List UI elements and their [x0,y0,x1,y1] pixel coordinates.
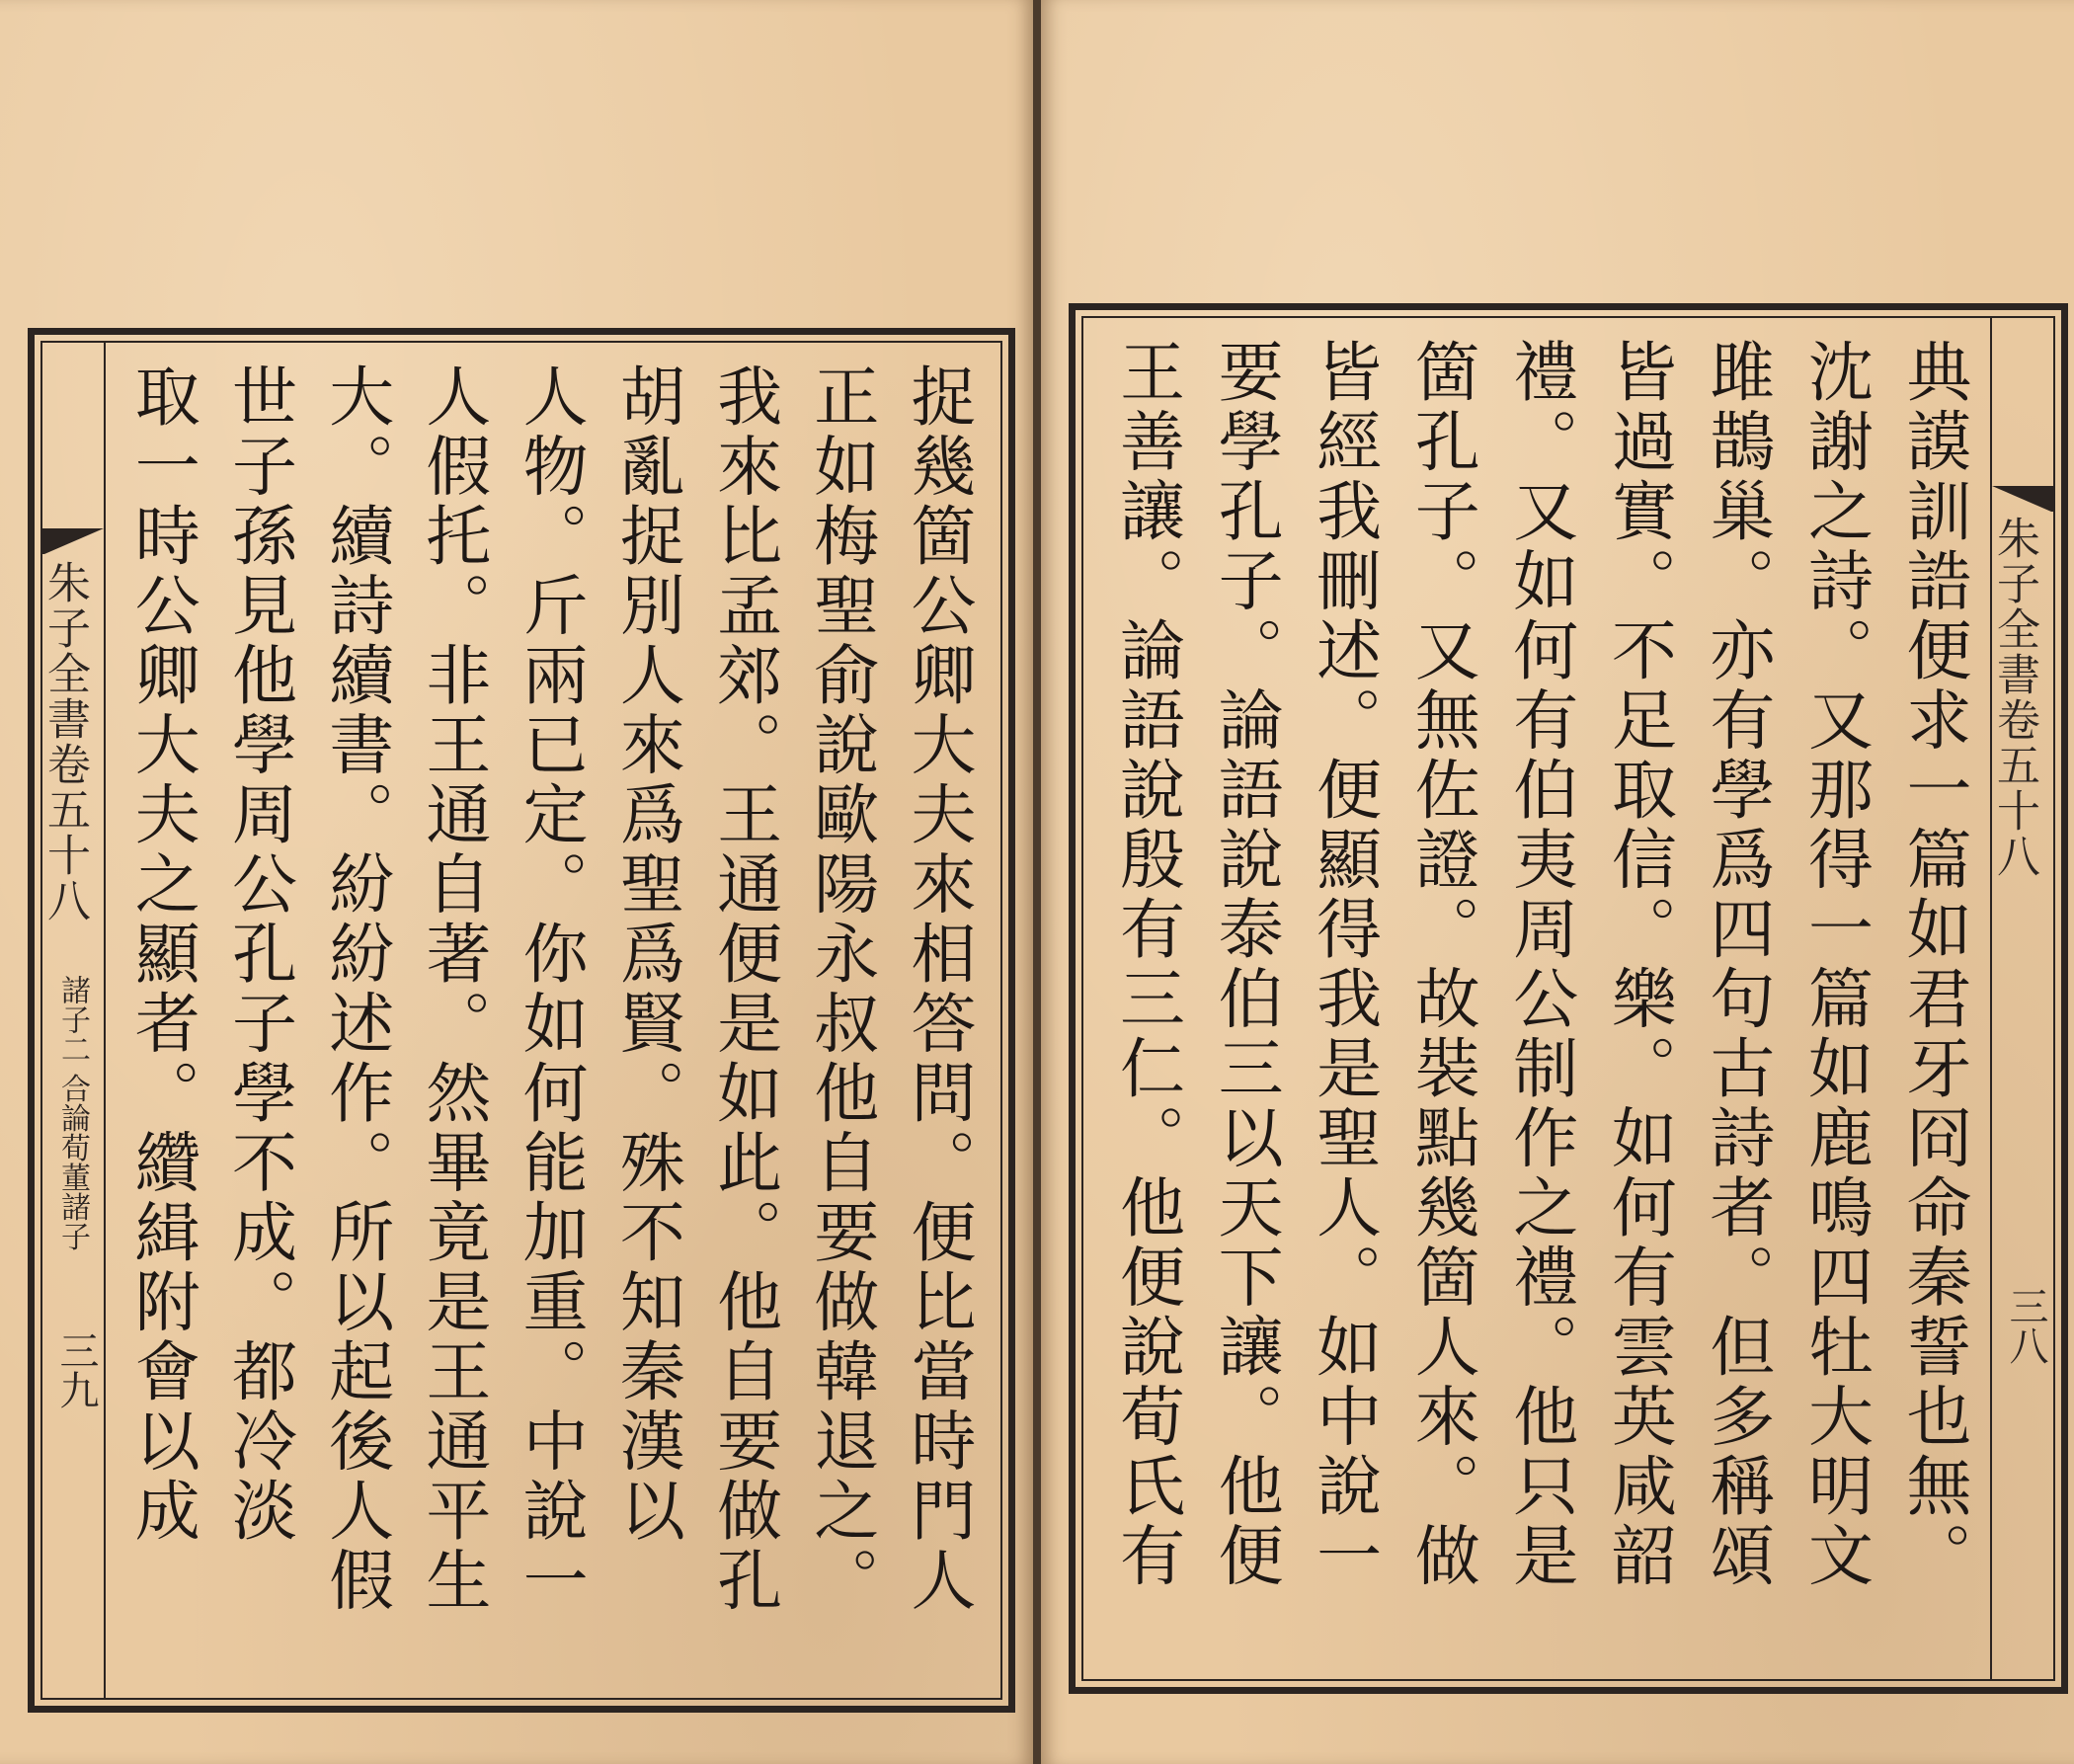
text-column: 要學孔子。論語說泰伯三以天下讓。他便 [1207,338,1284,1591]
banxin-section: 諸子二 合論荀董諸子 [55,975,90,1251]
text-column: 胡亂捉別人來爲聖爲賢。殊不知秦漢以 [608,362,685,1547]
banxin-title: 朱子全書卷五十八 [40,560,90,923]
text-column: 雎鵲巢。亦有學爲四句古詩者。但多稱頌 [1698,338,1775,1591]
right-page-frame [1069,303,2068,1694]
text-column: 王善讓。論語說殷有三仁。他便說荀氏有 [1108,338,1185,1591]
banxin-page-number: 三八 [2003,1286,2048,1365]
text-column: 皆經我刪述。便顯得我是聖人。如中說一 [1305,338,1382,1591]
fishtail-ornament [1992,486,2053,512]
text-column: 大。續詩續書。紛紛述作。所以起後人假 [317,362,394,1616]
left-page-frame [28,328,1015,1713]
text-column: 取一時公卿大夫之顯者。纘緝附會以成 [123,362,200,1547]
right-banxin [1990,318,2053,1679]
text-column: 我來比孟郊。王通便是如此。他自要做孔 [705,362,782,1616]
banxin-title: 朱子全書卷五十八 [1989,516,2039,879]
fishtail-ornament [42,528,104,554]
text-column: 皆過實。不足取信。樂。如何有雲英咸韶 [1600,338,1677,1591]
right-text-block [1097,338,1982,1659]
text-column: 箇孔子。又無佐證。故裝點幾箇人來。做 [1403,338,1480,1591]
text-column: 典謨訓誥便求一篇如君牙冏命秦誓也無。 [1895,338,1971,1591]
text-column: 人假托。非王通自著。然畢竟是王通平生 [414,362,491,1616]
book-gutter [1033,0,1041,1764]
left-text-block [114,362,987,1678]
text-column: 沈謝之詩。又那得一篇如鹿鳴四牡大明文 [1796,338,1874,1591]
left-banxin [42,343,106,1698]
banxin-page-number: 三九 [53,1330,99,1409]
left-page [0,0,1033,1764]
right-page [1041,0,2074,1764]
text-column: 人物。斤兩已定。你如何能加重。中說一 [512,362,589,1616]
text-column: 世子孫見他學周公孔子學不成。都冷淡 [220,362,297,1547]
text-column: 正如梅聖俞說歐陽永叔他自要做韓退之。 [802,362,879,1616]
text-column: 禮。又如何有伯夷周公制作之禮。他只是 [1501,338,1578,1591]
text-column: 捉幾箇公卿大夫來相答問。便比當時門人 [900,362,976,1616]
